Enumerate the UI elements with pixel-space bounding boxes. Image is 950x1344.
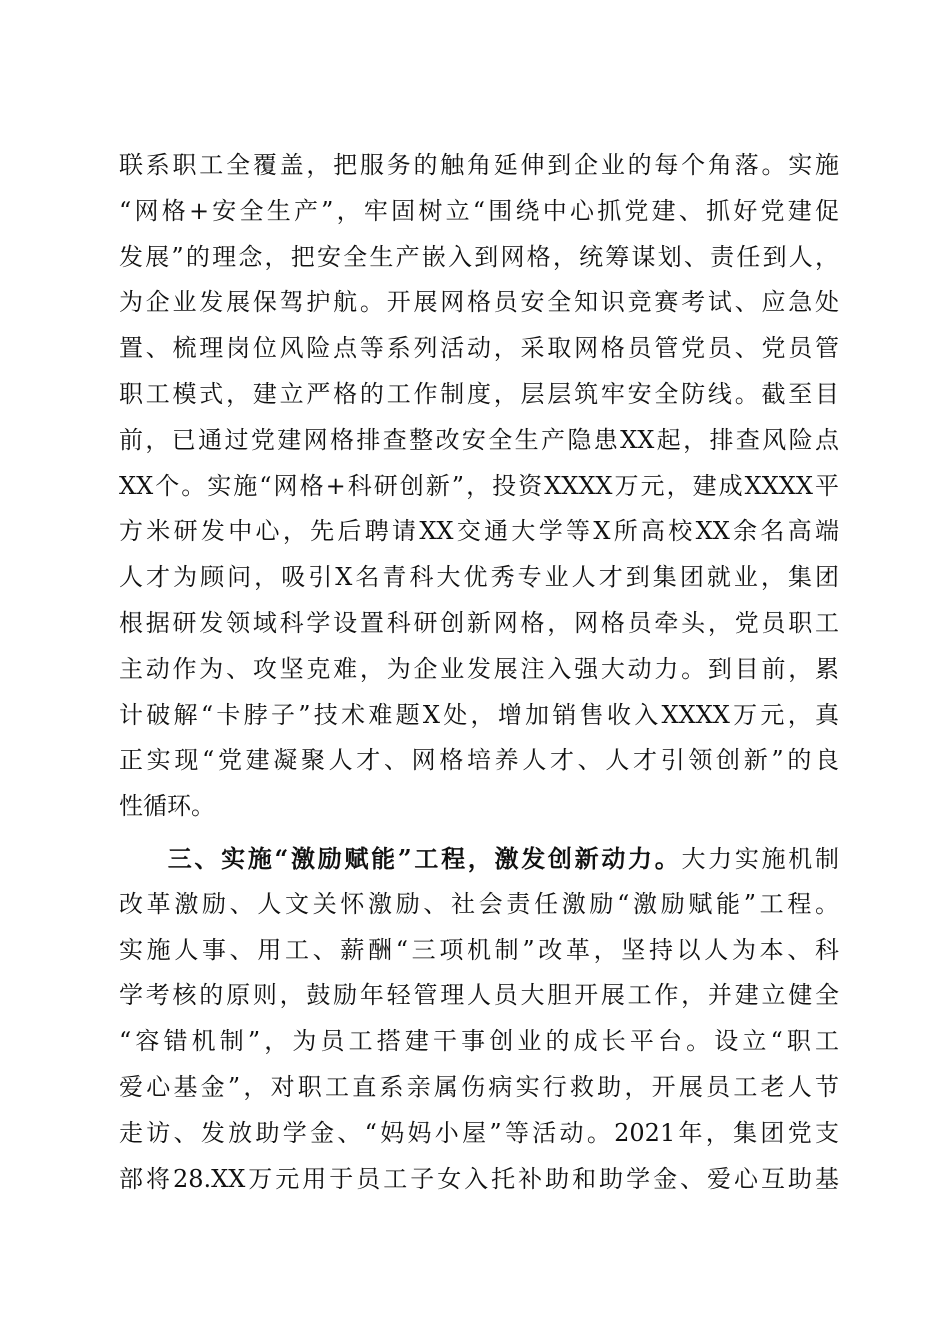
section-heading: 三、实施“激励赋能”工程，激发创新动力。 bbox=[165, 843, 682, 873]
paragraph-line: 改革激励、人文关怀激励、社会责任激励“激励赋能”工程。 bbox=[119, 889, 839, 918]
paragraph-line: 职工模式，建立严格的工作制度，层层筑牢安全防线。截至目 bbox=[119, 379, 839, 408]
heading-continuation: 大力实施机制 bbox=[681, 844, 839, 873]
paragraph-incentive-empowerment bbox=[119, 836, 839, 1202]
paragraph-line: “网格+安全生产”，牢固树立“围绕中心抓党建、抓好党建促 bbox=[119, 196, 839, 225]
paragraph-line: 方米研发中心，先后聘请XX交通大学等X所高校XX余名高端 bbox=[119, 517, 839, 546]
paragraph-line: 根据研发领域科学设置科研创新网格，网格员牵头，党员职工 bbox=[119, 608, 839, 637]
paragraph-line: 爱心基金”，对职工直系亲属伤病实行救助，开展员工老人节 bbox=[119, 1072, 839, 1101]
paragraph-line: 性循环。 bbox=[119, 792, 215, 821]
paragraph-line: 部将28.XX万元用于员工子女入托补助和助学金、爱心互助基 bbox=[119, 1164, 839, 1193]
paragraph-line: 主动作为、攻坚克难，为企业发展注入强大动力。到目前，累 bbox=[119, 654, 839, 683]
paragraph-line: 计破解“卡脖子”技术难题X处，增加销售收入XXXX万元，真 bbox=[119, 700, 839, 729]
paragraph-grid-safety-research bbox=[119, 143, 839, 830]
paragraph-line: XX个。实施“网格+科研创新”，投资XXXX万元，建成XXXX平 bbox=[119, 471, 839, 500]
paragraph-line: 学考核的原则，鼓励年轻管理人员大胆开展工作，并建立健全 bbox=[119, 981, 839, 1010]
paragraph-line: 人才为顾问，吸引X名青科大优秀专业人才到集团就业，集团 bbox=[119, 563, 839, 592]
paragraph-line: “容错机制”，为员工搭建干事创业的成长平台。设立“职工 bbox=[119, 1027, 839, 1056]
paragraph-line: 正实现“党建凝聚人才、网格培养人才、人才引领创新”的良 bbox=[119, 746, 839, 775]
paragraph-line: 置、梳理岗位风险点等系列活动，采取网格员管党员、党员管 bbox=[119, 334, 839, 363]
paragraph-line: 发展”的理念，把安全生产嵌入到网格，统筹谋划、责任到人， bbox=[119, 242, 839, 271]
paragraph-line: 为企业发展保驾护航。开展网格员安全知识竞赛考试、应急处 bbox=[119, 288, 839, 317]
paragraph-line: 联系职工全覆盖，把服务的触角延伸到企业的每个角落。实施 bbox=[119, 151, 839, 179]
paragraph-first-line bbox=[119, 836, 839, 882]
paragraph-line: 实施人事、用工、薪酬“三项机制”改革，坚持以人为本、科 bbox=[119, 935, 839, 964]
paragraph-line: 走访、发放助学金、“妈妈小屋”等活动。2021年，集团党支 bbox=[119, 1118, 839, 1147]
document-body bbox=[119, 143, 839, 1202]
paragraph-line: 前，已通过党建网格排查整改安全生产隐患XX起，排查风险点 bbox=[119, 425, 839, 454]
